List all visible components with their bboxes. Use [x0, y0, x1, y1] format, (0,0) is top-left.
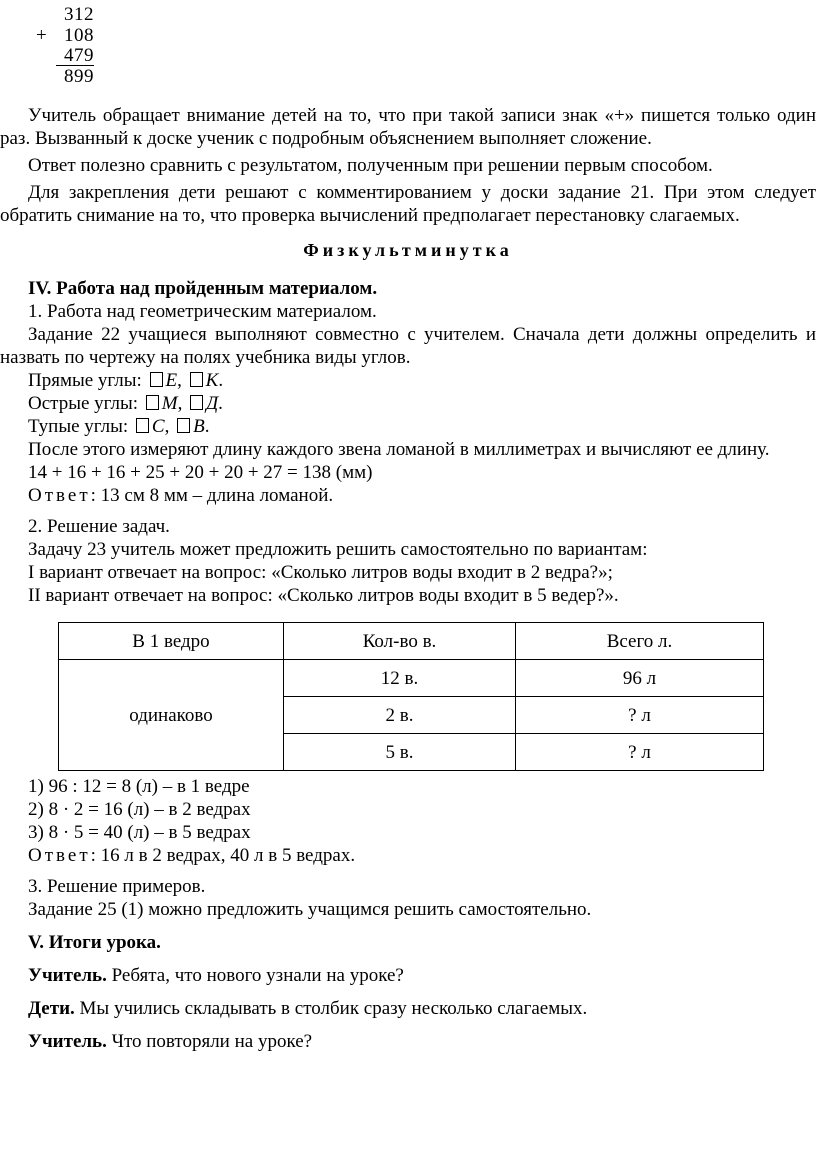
document-body [0, 104, 816, 1053]
paragraph: Задание 25 (1) можно предложить учащимся решить самостоятельно. [28, 899, 592, 920]
angle-symbol-icon [190, 372, 203, 387]
sum: 899 [64, 66, 94, 87]
plus-sign: + [36, 25, 47, 46]
angles-right: Прямые углы: E, K. [28, 370, 224, 391]
variant-2: II вариант отвечает на вопрос: «Сколько литров воды входит в 5 ведер?». [28, 585, 619, 606]
column-addition [34, 4, 94, 87]
dialogue-line: Учитель. Что повторяли на уроке? [28, 1031, 313, 1052]
equation: 14 + 16 + 16 + 25 + 20 + 20 + 27 = 138 (мм) [28, 462, 373, 483]
table-cell: 96 л [516, 660, 764, 697]
table-cell: 5 в. [284, 734, 516, 771]
table-cell-merged: одинаково [59, 660, 284, 771]
table-header: Кол-во в. [284, 623, 516, 660]
dialogue-line: Дети. Мы учились складывать в столбик сразу несколько слагаемых. [28, 998, 588, 1019]
paragraph: Ответ полезно сравнить с результатом, полученным при решении первым способом. [28, 155, 713, 176]
angle-symbol-icon [177, 418, 190, 433]
fizminutka-heading: Физкультминутка [303, 240, 513, 260]
paragraph: После этого измеряют длину каждого звена ломаной в миллиметрах и вычисляют ее длину. [28, 439, 770, 460]
table-cell: ? л [516, 697, 764, 734]
angle-symbol-icon [136, 418, 149, 433]
table-cell: ? л [516, 734, 764, 771]
paragraph: Задание 22 учащиеся выполняют совместно с учителем. Сначала дети должны определить и назвать по чертежу на полях учебника виды углов. [0, 324, 816, 368]
solution-step: 3) 8 · 5 = 40 (л) – в 5 ведрах [28, 822, 251, 843]
answer-line: Ответ: 13 см 8 мм – длина ломаной. [28, 485, 334, 506]
section-heading: IV. Работа над пройденным материалом. [28, 278, 378, 299]
addend-3: 479 [56, 46, 94, 66]
table-header: В 1 ведро [59, 623, 284, 660]
subsection-heading: 1. Работа над геометрическим материалом. [28, 301, 377, 322]
angle-symbol-icon [146, 395, 159, 410]
paragraph: Задачу 23 учитель может предложить решить самостоятельно по вариантам: [28, 539, 648, 560]
subsection-heading: 3. Решение примеров. [28, 876, 206, 897]
answer-line: Ответ: 16 л в 2 ведрах, 40 л в 5 ведрах. [28, 845, 356, 866]
addend-1: 312 [64, 4, 94, 25]
angle-symbol-icon [190, 395, 203, 410]
solution-step: 2) 8 · 2 = 16 (л) – в 2 ведрах [28, 799, 251, 820]
variant-1: I вариант отвечает на вопрос: «Сколько литров воды входит в 2 ведра?»; [28, 562, 613, 583]
angles-obtuse: Тупые углы: C, B. [28, 416, 210, 437]
angles-acute: Острые углы: M, Д. [28, 393, 223, 414]
subsection-heading: 2. Решение задач. [28, 516, 170, 537]
paragraph: Учитель обращает внимание детей на то, что при такой записи знак «+» пишется только один раз. Вызванный к доске ученик с подробным объяснением выполняет сложение. [0, 105, 816, 149]
table-cell: 2 в. [284, 697, 516, 734]
solution-step: 1) 96 : 12 = 8 (л) – в 1 ведре [28, 776, 250, 797]
table-header: Всего л. [516, 623, 764, 660]
table-cell: 12 в. [284, 660, 516, 697]
paragraph: Для закрепления дети решают с комментированием у доски задание 21. При этом следует обратить снимание на то, что проверка вычислений предполагает перестановку слагаемых. [0, 182, 816, 226]
angle-symbol-icon [150, 372, 163, 387]
dialogue-line: Учитель. Ребята, что нового узнали на уроке? [28, 965, 404, 986]
section-heading: V. Итоги урока. [28, 932, 161, 953]
buckets-table [58, 622, 764, 771]
addend-2: 108 [64, 25, 94, 46]
